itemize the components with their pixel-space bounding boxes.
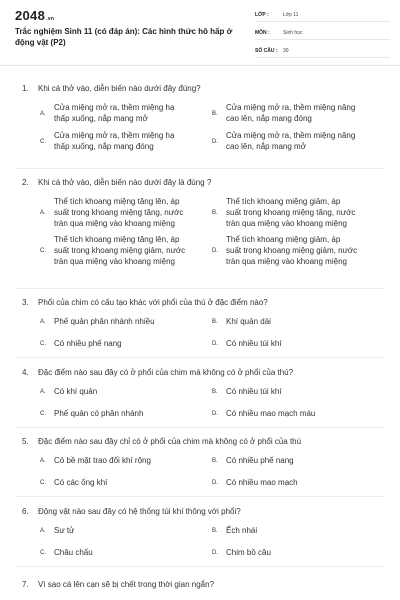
option-letter: C. — [40, 248, 46, 254]
meta-value: Sinh học — [283, 29, 303, 36]
option-text — [226, 386, 282, 397]
option-line: tràn qua miệng vào khoang miệng — [54, 219, 175, 228]
option-text — [54, 338, 122, 349]
option-text — [226, 455, 294, 466]
option-text — [226, 234, 357, 267]
answer-option[interactable] — [212, 102, 377, 124]
option-line: Có nhiều túi khí — [226, 387, 282, 396]
question-number: 4. — [22, 368, 29, 377]
option-letter: B. — [212, 210, 218, 216]
question-text — [22, 178, 211, 187]
question-number: 5. — [22, 437, 29, 446]
question-text — [22, 580, 214, 589]
option-text — [226, 102, 355, 124]
option-line: thấp xuống, nắp mang mở — [54, 114, 148, 123]
option-letter: D. — [212, 248, 218, 254]
answer-option[interactable] — [40, 338, 205, 349]
question-prompt: Khi cá thở vào, diễn biến nào dưới đây là đúng ? — [38, 178, 212, 187]
option-text — [54, 455, 151, 466]
option-letter: C. — [40, 341, 46, 347]
option-text — [54, 130, 174, 152]
option-letter: B. — [212, 319, 218, 325]
question-prompt: Đặc điểm nào sau đây có ở phổi của chim mà không có ở phổi của thú? — [38, 368, 294, 377]
answer-option[interactable] — [40, 525, 205, 536]
option-line: Chim bồ câu — [226, 548, 271, 557]
option-text — [54, 547, 93, 558]
option-line: Có khí quản — [54, 387, 98, 396]
answer-option[interactable] — [40, 408, 205, 419]
answer-option[interactable] — [212, 408, 377, 419]
divider — [15, 288, 385, 289]
option-text — [226, 547, 271, 558]
question-number: 2. — [22, 178, 29, 187]
option-letter: D. — [212, 138, 218, 145]
answer-option[interactable] — [212, 130, 377, 152]
meta-key: SỐ CÂU : — [255, 47, 278, 54]
option-line: Thể tích khoang miệng giảm, áp — [226, 197, 341, 206]
option-line: Cửa miệng mở ra, thềm miệng nâng — [226, 103, 356, 112]
answer-option[interactable] — [212, 316, 377, 327]
option-text — [226, 477, 298, 488]
site-logo[interactable] — [15, 8, 54, 23]
meta-value: 30 — [283, 47, 289, 54]
option-text — [54, 477, 107, 488]
question-text — [22, 437, 301, 446]
option-letter: A. — [40, 528, 46, 534]
question-number: 3. — [22, 298, 29, 307]
option-letter: A. — [40, 458, 46, 464]
option-line: tràn qua miệng vào khoang miệng — [54, 257, 175, 266]
option-letter: B. — [212, 528, 218, 534]
option-letter: C. — [40, 550, 46, 556]
option-line: suất trong khoang miệng tăng, nước — [226, 208, 356, 217]
option-text — [54, 102, 174, 124]
answer-option[interactable] — [40, 477, 205, 488]
answer-option[interactable] — [212, 386, 377, 397]
option-letter: D. — [212, 480, 218, 486]
answer-option[interactable] — [212, 338, 377, 349]
divider — [15, 357, 385, 358]
option-text — [54, 386, 97, 397]
option-letter: A. — [40, 110, 46, 117]
option-line: Khí quản dài — [226, 317, 271, 326]
divider — [15, 427, 385, 428]
question-number: 6. — [22, 507, 29, 516]
option-letter: B. — [212, 389, 218, 395]
option-line: cao lên, nắp mang mở — [226, 142, 306, 151]
option-text — [54, 234, 185, 267]
answer-option[interactable] — [212, 477, 377, 488]
option-text — [226, 525, 257, 536]
meta-row-class — [255, 8, 390, 22]
option-line: Phế quản phân nhánh nhiều — [54, 317, 155, 326]
option-text — [226, 338, 282, 349]
question-text — [22, 298, 268, 307]
meta-value: Lớp 11 — [283, 11, 299, 18]
option-line: tràn qua miệng vào khoang miệng — [226, 257, 347, 266]
option-line: Ếch nhái — [226, 526, 258, 535]
logo-text: 2048 — [15, 8, 46, 23]
meta-row-subject — [255, 26, 390, 40]
option-line: Thể tích khoang miệng giảm, áp — [226, 235, 341, 244]
meta-key: LỚP : — [255, 11, 269, 18]
option-letter: A. — [40, 389, 46, 395]
option-line: Phế quản có phân nhánh — [54, 409, 144, 418]
question-prompt: Động vật nào sau đây có hệ thống túi khí thông với phổi? — [38, 507, 241, 516]
option-line: Thể tích khoang miệng tăng lên, áp — [54, 235, 180, 244]
question-prompt: Khi cá thở vào, diễn biến nào dưới đây đúng? — [38, 84, 201, 93]
option-letter: D. — [212, 411, 218, 417]
option-text — [54, 408, 143, 419]
option-letter: A. — [40, 210, 46, 216]
answer-option[interactable] — [40, 455, 205, 466]
option-letter: C. — [40, 411, 46, 417]
option-text — [226, 130, 355, 152]
option-line: Có nhiều phế nang — [226, 456, 294, 465]
question-text — [22, 84, 201, 93]
option-letter: D. — [212, 550, 218, 556]
question-prompt: Đặc điểm nào sau đây chỉ có ở phổi của chim mà không có ở phổi của thú — [38, 437, 302, 446]
meta-row-count — [255, 44, 390, 58]
answer-option[interactable] — [40, 547, 205, 558]
option-line: suất trong khoang miệng tăng, nước — [54, 208, 184, 217]
option-line: suất trong khoang miệng giảm, nước — [226, 246, 358, 255]
option-line: thấp xuống, nắp mang đóng — [54, 142, 154, 151]
document-meta — [255, 8, 390, 62]
answer-option[interactable] — [212, 525, 377, 536]
option-line: Có nhiều mao mạch — [226, 478, 298, 487]
option-letter: D. — [212, 341, 218, 347]
answer-option[interactable] — [40, 316, 205, 327]
option-line: Cửa miệng mở ra, thềm miệng hạ — [54, 131, 175, 140]
divider — [15, 566, 385, 567]
question-number: 7. — [22, 580, 29, 589]
divider — [15, 496, 385, 497]
answer-option[interactable] — [212, 196, 377, 229]
question-number: 1. — [22, 84, 29, 93]
document-title: Trắc nghiệm Sinh 11 (có đáp án): Các hình thức hô hấp ở động vật (P2) — [15, 27, 233, 47]
question-prompt: Phổi của chim có cấu tạo khác với phổi của thú ở đặc điểm nào? — [38, 298, 268, 307]
answer-option[interactable] — [40, 102, 205, 124]
meta-key: MÔN : — [255, 29, 270, 36]
question-text — [22, 368, 293, 377]
option-line: Có nhiều mao mạch máu — [226, 409, 316, 418]
option-letter: A. — [40, 319, 46, 325]
option-line: Châu chấu — [54, 548, 93, 557]
option-text — [226, 408, 315, 419]
option-letter: B. — [212, 458, 218, 464]
answer-option[interactable] — [212, 547, 377, 558]
option-text — [54, 316, 155, 327]
option-line: Thể tích khoang miệng tăng lên, áp — [54, 197, 180, 206]
answer-option[interactable] — [40, 386, 205, 397]
answer-option[interactable] — [40, 234, 205, 267]
logo-suffix: .vn — [46, 16, 55, 22]
divider — [15, 168, 385, 169]
option-text — [54, 525, 75, 536]
option-line: Sư tử — [54, 526, 75, 535]
page-header — [0, 0, 400, 66]
option-line: Có nhiều phế nang — [54, 339, 122, 348]
option-text — [226, 316, 271, 327]
option-line: Có nhiều túi khí — [226, 339, 282, 348]
answer-option[interactable] — [40, 130, 205, 152]
option-line: cao lên, nắp mang đóng — [226, 114, 312, 123]
option-line: Cửa miệng mở ra, thềm miệng hạ — [54, 103, 175, 112]
option-line: Có bề mặt trao đổi khí rộng — [54, 456, 151, 465]
option-letter: C. — [40, 138, 46, 145]
option-letter: B. — [212, 110, 218, 117]
option-text — [226, 196, 355, 229]
question-prompt: Vì sao cá lên cạn sẽ bị chết trong thời gian ngắn? — [38, 580, 215, 589]
option-letter: C. — [40, 480, 46, 486]
option-line: Cửa miệng mở ra, thềm miệng nâng — [226, 131, 356, 140]
option-line: suất trong khoang miệng giảm, nước — [54, 246, 186, 255]
option-line: tràn qua miệng vào khoang miệng — [226, 219, 347, 228]
question-text — [22, 507, 241, 516]
answer-option[interactable] — [212, 234, 377, 267]
answer-option[interactable] — [212, 455, 377, 466]
option-text — [54, 196, 183, 229]
option-line: Có các ống khí — [54, 478, 108, 487]
answer-option[interactable] — [40, 196, 205, 229]
